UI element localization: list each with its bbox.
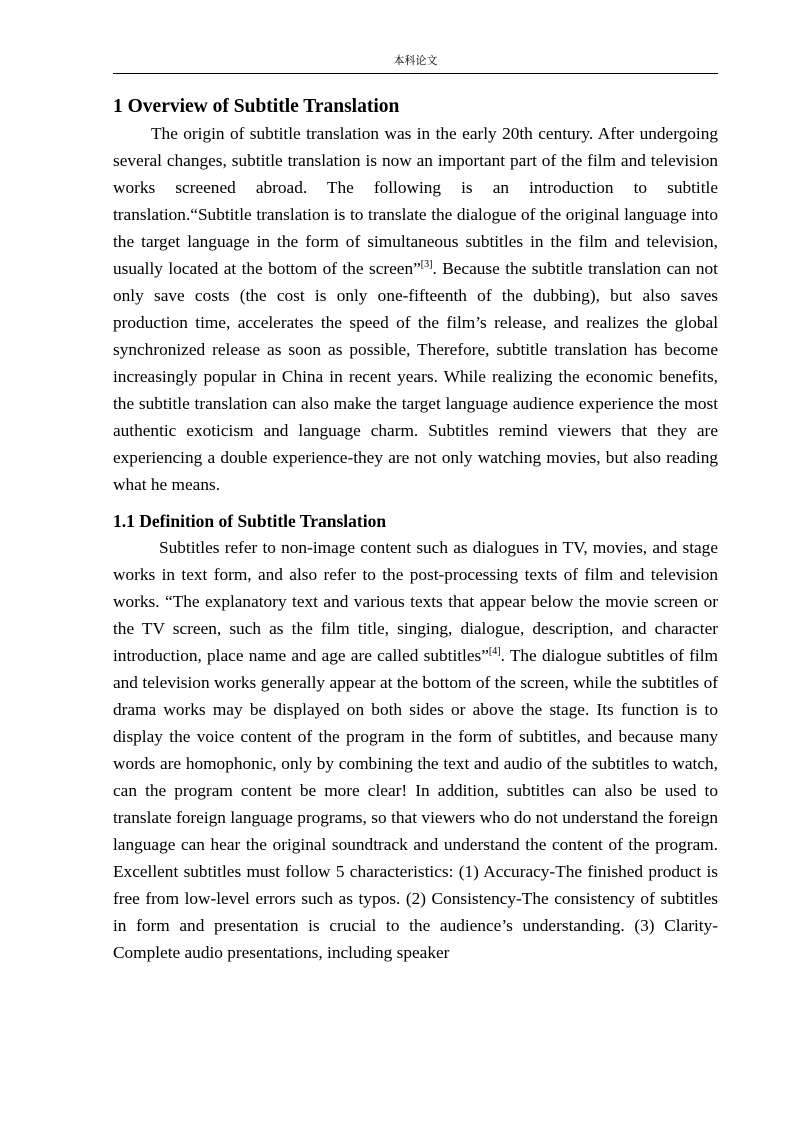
citation-4: [4] <box>488 646 501 658</box>
section-1-1-paragraph <box>113 534 718 966</box>
section-1-1-text-part-1: Subtitles refer to non-image content such as dialogues in TV, movies, and stage works in text form, and also refer to the post-processing texts of film and television works. “The explanatory text and various texts that appear below the movie screen or the TV screen, such as the film title, singing, dialogue, description, and character introduction, place name and age are called subtitles” <box>113 538 718 665</box>
section-1-heading: 1 Overview of Subtitle Translation <box>113 96 400 117</box>
section-1-1-heading: 1.1 Definition of Subtitle Translation <box>113 511 387 531</box>
section-1-1-text-part-2: . The dialogue subtitles of film and television works generally appear at the bottom of the screen, while the subtitles of drama works may be displayed on both sides or above the stage. Its function is to display the voice content of the program in the form of subtitles, and because many words are homophonic, only by combining the text and audio of the subtitles to watch, can the program content be more clear! In addition, subtitles can also be used to translate foreign language programs, so that viewers who do not understand the foreign language can hear the original soundtrack and understand the content of the program. Excellent subtitles must follow 5 characteristics: (1) Accuracy-The finished product is free from low-level errors such as typos. (2) Consistency-The consistency of subtitles in form and presentation is crucial to the audience’s understanding. (3) Clarity-Complete audio presentations, including speaker <box>113 646 718 962</box>
section-1-text-part-1: The origin of subtitle translation was in the early 20th century. After undergoing several changes, subtitle translation is now an important part of the film and television works screened abroad. The following is an introduction to subtitle translation.“Subtitle translation is to translate the dialogue of the original language into the target language in the form of simultaneous subtitles in the film and television, usually located at the bottom of the screen” <box>113 124 718 278</box>
running-header: 本科论文 <box>393 54 438 67</box>
section-1-paragraph <box>113 120 718 498</box>
header-rule <box>113 73 718 74</box>
section-1-text-part-2: . Because the subtitle translation can not only save costs (the cost is only one-fifteenth of the dubbing), but also saves production time, accelerates the speed of the film’s release, and realizes the global synchronized release as soon as possible, Therefore, subtitle translation has become increasingly popular in China in recent years. While realizing the economic benefits, the subtitle translation can also make the target language audience experience the most authentic exoticism and language charm. Subtitles remind viewers that they are experiencing a double experience-they are not only watching movies, but also reading what he means. <box>113 259 718 494</box>
citation-3: [3] <box>420 259 433 271</box>
page-body <box>113 94 718 966</box>
